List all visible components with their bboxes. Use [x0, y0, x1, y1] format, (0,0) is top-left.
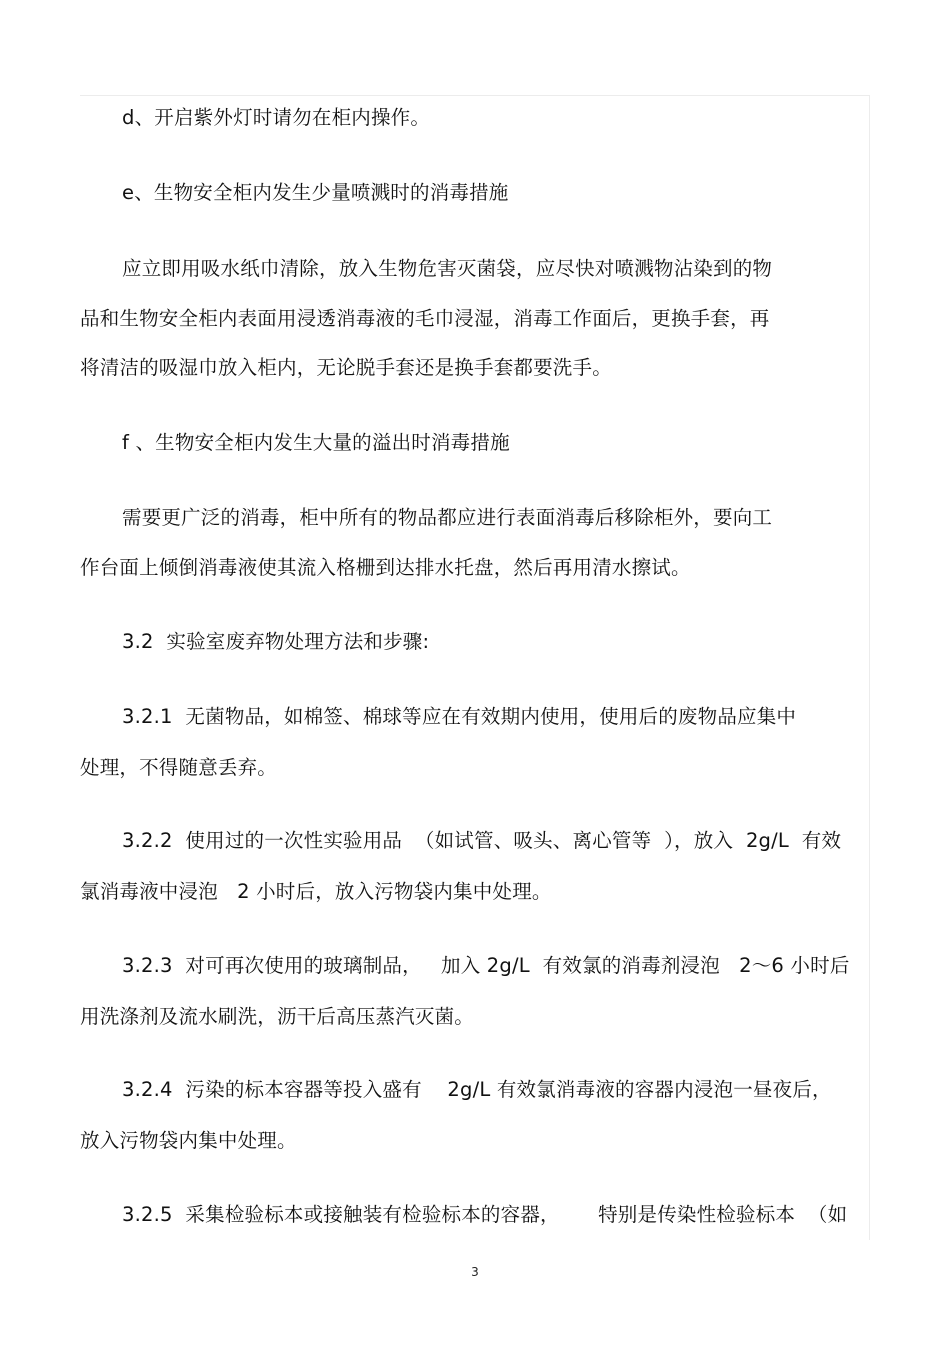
text-line-3-2-1-b: 处理，不得随意丢弃。: [80, 756, 278, 779]
text-line-e-heading: e、生物安全柜内发生少量喷溅时的消毒措施: [122, 181, 509, 204]
text-line-3-2-4-a: 3.2.4 污染的标本容器等投入盛有 2g/L 有效氯消毒液的容器内浸泡一昼夜后，: [122, 1078, 832, 1101]
text-line-e-body-1: 应立即用吸水纸巾清除，放入生物危害灭菌袋，应尽快对喷溅物沾染到的物: [122, 257, 773, 280]
page-border-top: [80, 95, 870, 96]
text-line-3-2-2-a: 3.2.2 使用过的一次性实验用品 （如试管、吸头、离心管等 ），放入 2g/L 有效: [122, 829, 842, 852]
text-line-d: d、开启紫外灯时请勿在柜内操作。: [122, 106, 431, 129]
text-line-3-2-2-b: 氯消毒液中浸泡 2 小时后，放入污物袋内集中处理。: [80, 880, 552, 903]
text-line-3-2-4-b: 放入污物袋内集中处理。: [80, 1129, 297, 1152]
text-line-e-body-2: 品和生物安全柜内表面用浸透消毒液的毛巾浸湿，消毒工作面后，更换手套，再: [80, 307, 770, 330]
text-line-3-2-5-a: 3.2.5 采集检验标本或接触装有检验标本的容器， 特别是传染性检验标本 （如: [122, 1203, 848, 1226]
text-line-f-heading: f 、生物安全柜内发生大量的溢出时消毒措施: [122, 431, 510, 454]
text-line-e-body-3: 将清洁的吸湿巾放入柜内，无论脱手套还是换手套都要洗手。: [80, 356, 612, 379]
text-line-f-body-2: 作台面上倾倒消毒液使其流入格栅到达排水托盘，然后再用清水擦试。: [80, 556, 691, 579]
page-number: 3: [471, 1265, 479, 1279]
text-line-3-2-3-a: 3.2.3 对可再次使用的玻璃制品， 加入 2g/L 有效氯的消毒剂浸泡 2～6 小时后: [122, 954, 850, 977]
text-line-3-2-3-b: 用洗涤剂及流水刷洗，沥干后高压蒸汽灭菌。: [80, 1005, 475, 1028]
text-line-3-2-1-a: 3.2.1 无菌物品，如棉签、棉球等应在有效期内使用，使用后的废物品应集中: [122, 705, 797, 728]
page-border-right: [869, 95, 870, 1240]
text-line-f-body-1: 需要更广泛的消毒，柜中所有的物品都应进行表面消毒后移除柜外，要向工: [122, 506, 773, 529]
section-heading-3-2: 3.2 实验室废弃物处理方法和步骤:: [122, 630, 430, 653]
